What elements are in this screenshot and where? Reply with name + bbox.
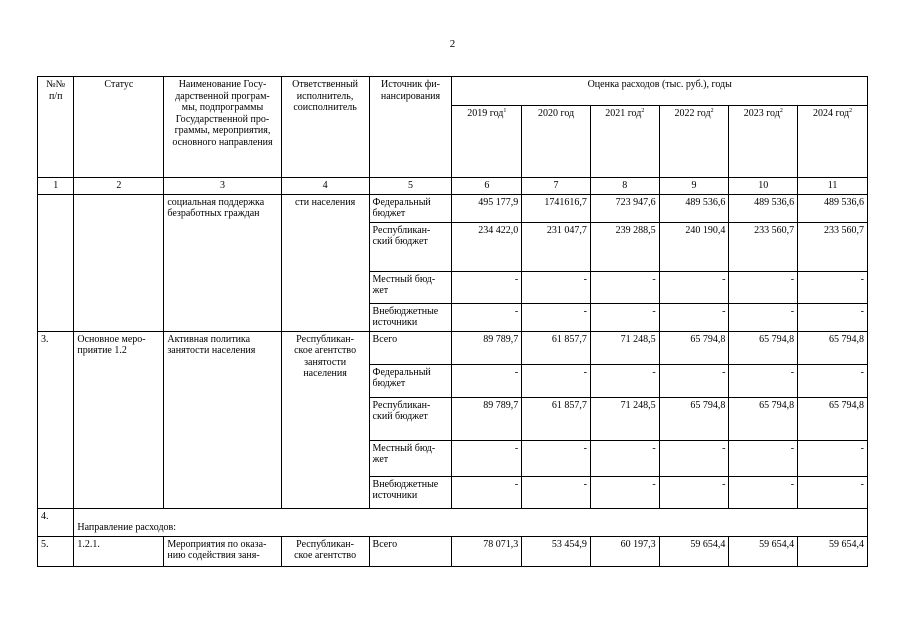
row-num: 4. [38,508,74,536]
row-executor-line: Республикан- [296,538,354,550]
value-cell: - [798,303,868,331]
source-line: бюджет [372,378,406,389]
row-executor-line: населения [303,368,347,379]
source-line: ский бюджет [372,236,428,247]
value-cell: 65 794,8 [729,397,798,440]
row-source [369,397,452,440]
source-line: жет [372,285,389,296]
value-cell: 233 560,7 [798,222,868,271]
value-cell: 61 857,7 [522,397,591,440]
value-cell: 60 197,3 [590,536,659,566]
header-executor [281,77,369,178]
value-cell: 234 422,0 [452,222,522,271]
source-line: Всего [372,538,398,550]
value-cell: - [452,303,522,331]
value-cell: 89 789,7 [452,331,522,364]
value-cell: - [522,271,591,303]
value-cell: - [729,271,798,303]
header-name-line: Наименование Госу- [178,79,267,90]
value-cell: - [729,440,798,476]
table-row [38,194,868,222]
header-name-line: Государственной про- [175,113,270,125]
value-cell: - [522,440,591,476]
column-index: 5 [369,178,452,195]
table-row [38,508,868,536]
row-source [369,271,452,303]
value-cell: - [798,476,868,508]
source-line: бюджет [372,208,406,219]
year-header: 2021 год$^2$ [590,106,659,178]
value-cell: - [452,476,522,508]
row-executor-line: занятости [304,356,347,368]
column-index-row [38,178,868,195]
value-cell: - [590,364,659,397]
header-executor-line: соисполнитель [293,102,357,113]
value-cell: 65 794,8 [729,331,798,364]
year-header: 2023 год$^2$ [729,106,798,178]
value-cell: 495 177,9 [452,194,522,222]
header-row-1 [38,77,868,106]
header-name-line: граммы, мероприятия, [174,125,271,136]
header-costs: Оценка расходов (тыс. руб.), годы [452,77,868,106]
value-cell: 61 857,7 [522,331,591,364]
value-cell: 59 654,4 [729,536,798,566]
source-line: Республикан- [372,399,431,411]
source-line: Федеральный [372,196,431,208]
column-index: 9 [659,178,729,195]
row-num: 5. [38,536,74,566]
row-source [369,364,452,397]
value-cell: - [590,476,659,508]
value-cell: 239 288,5 [590,222,659,271]
value-cell: - [522,476,591,508]
value-cell: - [729,303,798,331]
row-name [164,331,281,508]
source-line: Местный бюд- [372,442,436,454]
header-name-line: мы, подпрограммы [181,102,264,113]
row-name-line: Мероприятия по оказа- [167,538,267,550]
row-executor [281,536,369,566]
source-line: источники [372,317,418,328]
value-cell: - [659,303,729,331]
value-cell: - [798,271,868,303]
header-executor-line: Ответственный [292,79,359,90]
column-index: 4 [281,178,369,195]
value-cell: - [729,364,798,397]
value-cell: 489 536,6 [798,194,868,222]
source-line: Внебюджетные [372,478,439,490]
header-name-line: дарственной програм- [175,90,270,102]
row-status-line: Основное меро- [77,333,146,345]
value-cell: - [522,303,591,331]
source-line: Местный бюд- [372,273,436,285]
value-cell: - [659,271,729,303]
value-cell: 78 071,3 [452,536,522,566]
row-name-line: занятости населения [167,345,256,356]
table-row [38,536,868,566]
value-cell: 65 794,8 [798,397,868,440]
value-cell: 489 536,6 [659,194,729,222]
row-source [369,440,452,476]
row-executor [281,331,369,508]
value-cell: 723 947,6 [590,194,659,222]
year-header: 2020 год [522,106,591,178]
column-index: 1 [38,178,74,195]
row-status [74,536,164,566]
value-cell: - [798,364,868,397]
value-cell: 89 789,7 [452,397,522,440]
row-executor-line: Республикан- [296,333,354,345]
header-name-line: основного направления [172,136,273,148]
column-index: 2 [74,178,164,195]
table-row [38,331,868,364]
row-executor-line: ское агентство [294,345,357,356]
value-cell: 240 190,4 [659,222,729,271]
row-name [164,194,281,331]
value-cell: - [729,476,798,508]
value-cell: 233 560,7 [729,222,798,271]
value-cell: 71 248,5 [590,397,659,440]
row-status [74,331,164,508]
row-source [369,194,452,222]
value-cell: 1741616,7 [522,194,591,222]
row-name-line: Активная политика [167,333,251,345]
source-line: Республикан- [372,224,431,236]
section-heading: Направление расходов: [74,508,868,536]
column-index: 7 [522,178,591,195]
row-executor-line: сти населения [294,196,356,208]
row-source [369,536,452,566]
source-line: источники [372,490,418,501]
row-status [74,194,164,331]
row-status-line: приятие 1.2 [77,345,127,356]
row-name-line: нию содействия заня- [167,550,260,561]
value-cell: - [522,364,591,397]
row-num [38,194,74,331]
year-header: 2019 год$^1$ [452,106,522,178]
header-num: №№ п/п [38,77,74,178]
value-cell: - [659,364,729,397]
value-cell: - [590,303,659,331]
column-index: 11 [798,178,868,195]
row-source [369,303,452,331]
header-status: Статус [74,77,164,178]
row-source [369,222,452,271]
source-line: жет [372,454,389,465]
value-cell: 71 248,5 [590,331,659,364]
year-header: 2022 год$^2$ [659,106,729,178]
value-cell: - [452,364,522,397]
value-cell: 231 047,7 [522,222,591,271]
value-cell: 65 794,8 [798,331,868,364]
row-source [369,476,452,508]
value-cell: - [452,440,522,476]
row-executor [281,194,369,331]
header-source [369,77,452,178]
year-header: 2024 год$^2$ [798,106,868,178]
row-name [164,536,281,566]
source-line: Всего [372,333,398,345]
row-source [369,331,452,364]
row-name-line: безработных граждан [167,208,260,219]
value-cell: - [659,440,729,476]
page-number: 2 [449,38,456,50]
value-cell: - [798,440,868,476]
column-index: 3 [164,178,281,195]
column-index: 6 [452,178,522,195]
source-line: ский бюджет [372,411,428,422]
value-cell: 65 794,8 [659,397,729,440]
row-executor-line: ское агентство [294,550,357,561]
row-name-line: социальная поддержка [167,196,265,208]
row-status-line: 1.2.1. [77,538,100,550]
value-cell: 65 794,8 [659,331,729,364]
value-cell: 59 654,4 [659,536,729,566]
value-cell: 53 454,9 [522,536,591,566]
value-cell: 489 536,6 [729,194,798,222]
value-cell: - [659,476,729,508]
value-cell: - [590,440,659,476]
row-num: 3. [38,331,74,508]
column-index: 10 [729,178,798,195]
column-index: 8 [590,178,659,195]
value-cell: 59 654,4 [798,536,868,566]
header-source-line: нансирования [380,90,441,102]
header-executor-line: исполнитель, [296,90,354,102]
expense-table [37,76,868,567]
value-cell: - [452,271,522,303]
header-source-line: Источник фи- [381,79,440,90]
value-cell: - [590,271,659,303]
source-line: Внебюджетные [372,305,439,317]
source-line: Федеральный [372,366,431,378]
header-name [164,77,281,178]
